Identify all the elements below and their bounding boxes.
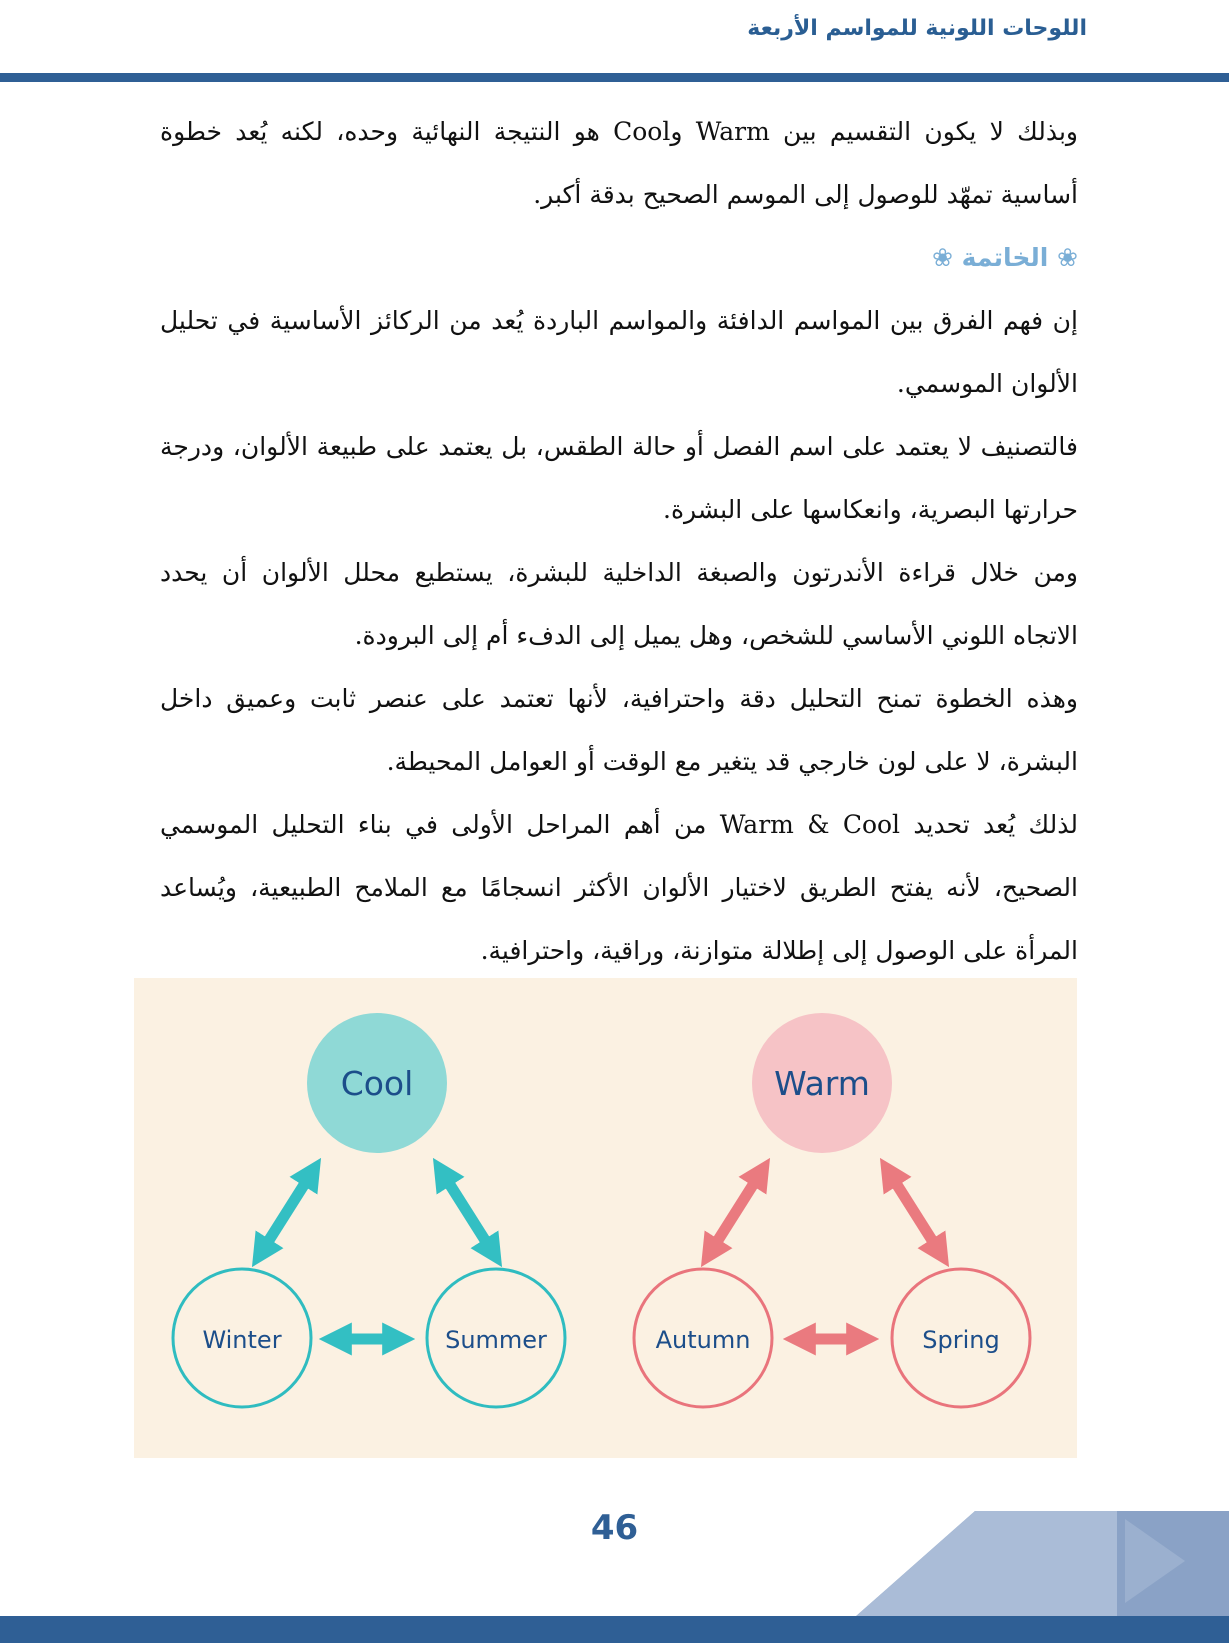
autumn-label: Autumn (655, 1326, 751, 1354)
paragraph: إن فهم الفرق بين المواسم الدافئة والمواسم الباردة يُعد من الركائز الأساسية في تحليل الألوان الموسمي. (160, 306, 1078, 398)
header-rule (0, 73, 1229, 82)
warm-spring-arrow (887, 1169, 942, 1256)
paragraph: وهذه الخطوة تمنح التحليل دقة واحترافية، لأنها تعتمد على عنصر ثابت وعميق داخل البشرة، لا على لون خارجي قد يتغير مع الوقت أو العوامل المحيطة. (160, 684, 1078, 776)
conclusion-heading: ❀ الخاتمة ❀ (932, 243, 1078, 272)
winter-label: Winter (202, 1326, 282, 1354)
paragraph: فالتصنيف لا يعتمد على اسم الفصل أو حالة الطقس، بل يعتمد على طبيعة الألوان، ودرجة حرارتها البصرية، وانعكاسها على البشرة. (160, 432, 1078, 524)
intro-paragraph: وبذلك لا يكون التقسيم بين Warm وCool هو النتيجة النهائية وحده، لكنه يُعد خطوة أساسية تمهّد للوصول إلى الموسم الصحيح بدقة أكبر. (160, 117, 1079, 209)
warm-group (634, 1013, 1030, 1407)
summer-label: Summer (445, 1326, 547, 1354)
running-title: اللوحات اللونية للمواسم الأربعة (747, 16, 1087, 41)
cool-label: Cool (340, 1064, 414, 1103)
corner-shape-middle (855, 1511, 1117, 1617)
cool-winter-arrow (259, 1169, 314, 1256)
corner-decoration (0, 1505, 1229, 1617)
paragraph: ومن خلال قراءة الأندرتون والصبغة الداخلية للبشرة، يستطيع محلل الألوان أن يحدد الاتجاه اللوني الأساسي للشخص، وهل يميل إلى الدفء أم إلى البرودة. (160, 558, 1078, 650)
cool-group (173, 1013, 565, 1407)
body-text (160, 100, 1078, 982)
season-diagram (134, 978, 1077, 1458)
spring-label: Spring (922, 1326, 1000, 1354)
warm-cool-figure (134, 978, 1077, 1458)
warm-autumn-arrow (708, 1169, 763, 1256)
paragraph: لذلك يُعد تحديد Warm & Cool من أهم المراحل الأولى في بناء التحليل الموسمي الصحيح، لأنه يفتح الطريق لاختيار الألوان الأكثر انسجامًا مع الملامح الطبيعية، ويُساعد المرأة على الوصول إلى إطلالة متوازنة، وراقية، واحترافية. (160, 810, 1078, 965)
cool-summer-arrow (440, 1169, 495, 1256)
warm-label: Warm (774, 1064, 870, 1103)
page-number: 46 (590, 1508, 639, 1548)
footer-bar (0, 1616, 1229, 1643)
